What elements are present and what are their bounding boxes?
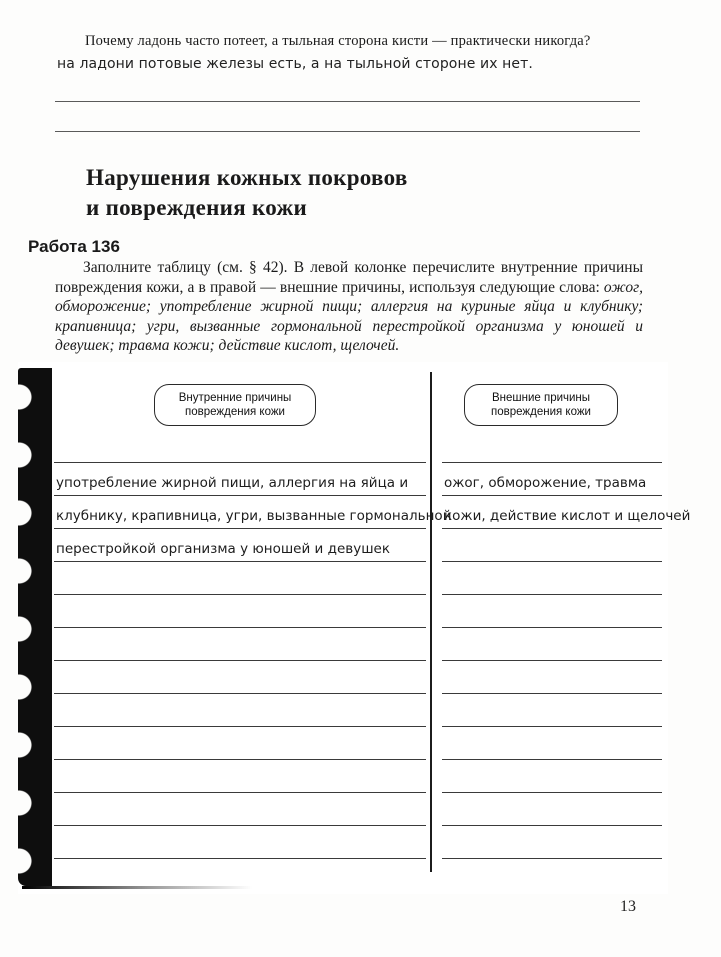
right-entry-text: кожи, действие кислот и щелочей [444, 508, 691, 524]
column-divider [430, 372, 432, 872]
ruled-line [442, 529, 662, 562]
ruled-line [54, 595, 426, 628]
ruled-line [54, 760, 426, 793]
blank-answer-line [55, 101, 640, 102]
ruled-line [442, 661, 662, 694]
question-text: Почему ладонь часто потеет, а тыльная сторона кисти — практически никогда? [85, 33, 591, 49]
ruled-line [442, 727, 662, 760]
notebook-table [18, 362, 691, 894]
ruled-line [442, 628, 662, 661]
right-header-line2: повреждения кожи [491, 406, 591, 418]
ruled-line [54, 661, 426, 694]
right-entry-text: ожог, обморожение, травма [444, 475, 647, 491]
chapter-title [86, 163, 408, 223]
ruled-line [54, 628, 426, 661]
ruled-line [54, 694, 426, 727]
spiral-binding-edge [18, 368, 52, 886]
ruled-line [54, 727, 426, 760]
ruled-line [442, 430, 662, 463]
right-column [442, 430, 691, 859]
question-block [57, 30, 643, 76]
left-column-header [154, 384, 316, 426]
chapter-title-line1: Нарушения кожных покровов [86, 165, 408, 190]
task-label: Работа 136 [28, 237, 120, 256]
left-entry-text: клубнику, крапивница, угри, вызванные гормональной [56, 508, 452, 524]
ruled-line [54, 793, 426, 826]
right-header-line1: Внешние причины [491, 392, 591, 404]
handwritten-entry-line [54, 496, 452, 529]
left-column [54, 430, 452, 859]
page-number: 13 [620, 898, 636, 915]
right-column-header [464, 384, 618, 426]
left-header-line2: повреждения кожи [185, 406, 285, 418]
left-entry-text: употребление жирной пищи, аллергия на яйца и [56, 475, 409, 491]
ruled-line [442, 826, 662, 859]
ruled-line [442, 694, 662, 727]
blank-answer-line [55, 131, 640, 132]
ruled-line [442, 760, 662, 793]
ruled-line [442, 562, 662, 595]
ruled-line [442, 793, 662, 826]
ruled-line [442, 595, 662, 628]
chapter-title-line2: и повреждения кожи [86, 195, 308, 220]
task-instructions [55, 258, 643, 356]
handwritten-answer: на ладони потовые железы есть, а на тыльной стороне их нет. [57, 56, 533, 72]
ruled-line [54, 562, 426, 595]
left-entry-text: перестройкой организма у юношей и девушек [56, 541, 391, 557]
task-word-list: ожог, обморожение; употребление жирной пищи; аллергия на куриные яйца и клубнику; крапивница; угри, вызванные гормональной перестройкой организма у юношей и девушек; травма кожи; действие кислот, щелочей. [55, 278, 643, 354]
ruled-line [54, 826, 426, 859]
task-instructions-text: Заполните таблицу (см. § 42). В левой колонке перечислите внутренние причины повреждения кожи, а в правой — внешние причины, используя следующие слова: [55, 259, 643, 296]
handwritten-entry-line [54, 529, 426, 562]
ruled-line [54, 430, 426, 463]
handwritten-entry-line [442, 463, 662, 496]
handwritten-entry-line [442, 496, 691, 529]
handwritten-entry-line [54, 463, 426, 496]
left-header-line1: Внутренние причины [178, 392, 292, 404]
